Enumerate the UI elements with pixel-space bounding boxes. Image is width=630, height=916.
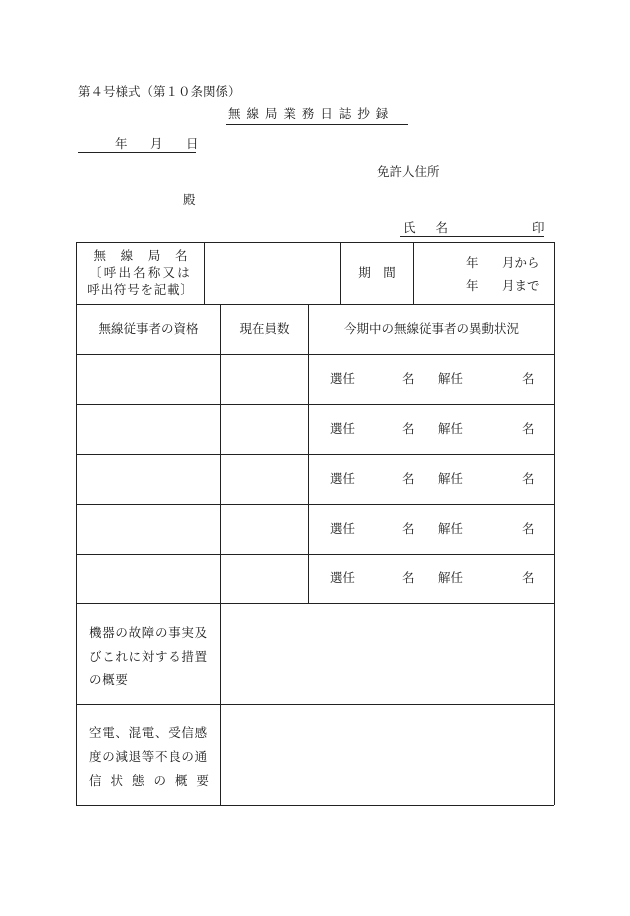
period-year-1: 年 (466, 255, 479, 270)
form-number: 第４号様式（第１０条関係） (78, 84, 241, 99)
date-year: 年 (115, 136, 128, 151)
date-underline (78, 152, 196, 153)
document-title: 無 線 局 業 務 日 誌 抄 録 (228, 106, 390, 121)
title-underline (226, 124, 408, 125)
station-name-label: 無 線 局 名 〔呼出名称又は 呼出符号を記載〕 (87, 248, 194, 297)
addressee-suffix: 殿 (183, 192, 196, 207)
column-header-qualification: 無線従事者の資格 (98, 321, 199, 337)
date-day: 日 (186, 136, 199, 151)
name-label: 氏 名 (403, 220, 456, 235)
licensee-address-label: 免許人住所 (377, 164, 440, 179)
date-month: 月 (150, 136, 163, 151)
seal-mark: 印 (532, 220, 545, 235)
period-label: 期 間 (358, 265, 396, 281)
column-header-current-count: 現在員数 (239, 321, 290, 337)
column-header-personnel-changes: 今期中の無線従事者の異動状況 (343, 321, 519, 337)
period-from: 月から (502, 255, 540, 270)
name-underline (400, 236, 544, 237)
period-to: 月まで (502, 278, 540, 293)
period-year-2: 年 (466, 278, 479, 293)
